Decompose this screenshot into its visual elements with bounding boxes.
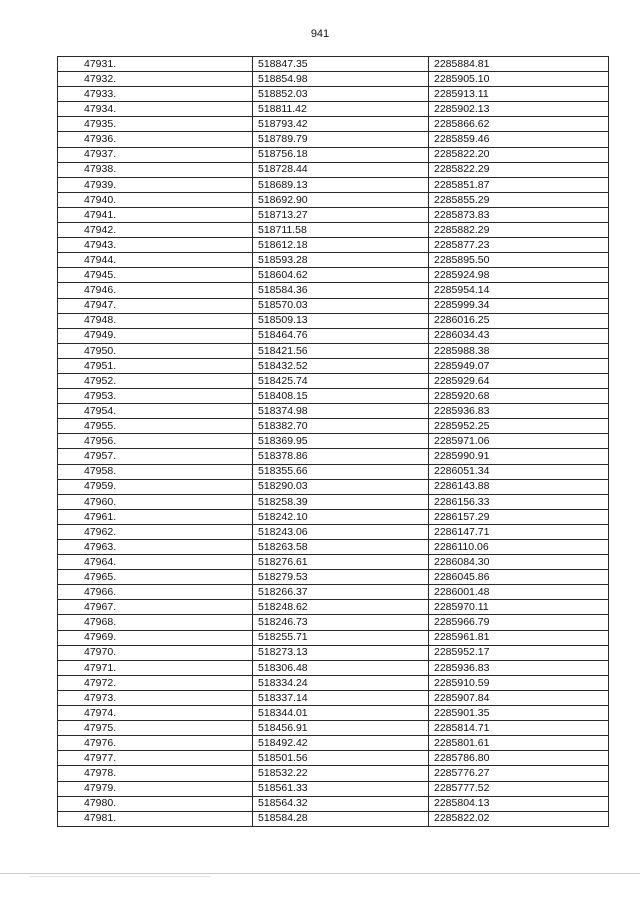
table-row <box>58 585 609 600</box>
y-coordinate-cell: 2285920.68 <box>429 389 609 404</box>
y-coordinate-cell: 2285814.71 <box>429 721 609 736</box>
point-number-cell: 47965. <box>58 570 253 585</box>
x-coordinate-cell: 518793.42 <box>253 117 429 132</box>
point-number-cell: 47979. <box>58 781 253 796</box>
table-row <box>58 630 609 645</box>
x-coordinate-cell: 518584.36 <box>253 283 429 298</box>
x-coordinate-cell: 518378.86 <box>253 449 429 464</box>
table-row <box>58 223 609 238</box>
table-row <box>58 87 609 102</box>
table-row <box>58 298 609 313</box>
point-number-cell: 47949. <box>58 328 253 343</box>
x-coordinate-cell: 518279.53 <box>253 570 429 585</box>
x-coordinate-cell: 518612.18 <box>253 238 429 253</box>
y-coordinate-cell: 2285936.83 <box>429 660 609 675</box>
footer-scan-mark <box>30 876 210 877</box>
point-number-cell: 47947. <box>58 298 253 313</box>
x-coordinate-cell: 518334.24 <box>253 675 429 690</box>
y-coordinate-cell: 2285777.52 <box>429 781 609 796</box>
table-row <box>58 117 609 132</box>
point-number-cell: 47943. <box>58 238 253 253</box>
table-row <box>58 736 609 751</box>
x-coordinate-cell: 518564.32 <box>253 796 429 811</box>
x-coordinate-cell: 518408.15 <box>253 389 429 404</box>
table-row <box>58 781 609 796</box>
point-number-cell: 47957. <box>58 449 253 464</box>
table-row <box>58 389 609 404</box>
y-coordinate-cell: 2285786.80 <box>429 751 609 766</box>
y-coordinate-cell: 2285924.98 <box>429 268 609 283</box>
point-number-cell: 47931. <box>58 57 253 72</box>
x-coordinate-cell: 518456.91 <box>253 721 429 736</box>
point-number-cell: 47966. <box>58 585 253 600</box>
y-coordinate-cell: 2286110.06 <box>429 540 609 555</box>
y-coordinate-cell: 2286084.30 <box>429 555 609 570</box>
x-coordinate-cell: 518258.39 <box>253 494 429 509</box>
table-row <box>58 766 609 781</box>
table-row <box>58 162 609 177</box>
point-number-cell: 47933. <box>58 87 253 102</box>
table-row <box>58 615 609 630</box>
table-row <box>58 343 609 358</box>
table-row <box>58 328 609 343</box>
x-coordinate-cell: 518570.03 <box>253 298 429 313</box>
x-coordinate-cell: 518276.61 <box>253 555 429 570</box>
footer-divider <box>0 873 640 874</box>
y-coordinate-cell: 2285910.59 <box>429 675 609 690</box>
table-row <box>58 751 609 766</box>
y-coordinate-cell: 2285971.06 <box>429 434 609 449</box>
table-row <box>58 494 609 509</box>
y-coordinate-cell: 2285822.02 <box>429 811 609 826</box>
y-coordinate-cell: 2285866.62 <box>429 117 609 132</box>
point-number-cell: 47936. <box>58 132 253 147</box>
x-coordinate-cell: 518847.35 <box>253 57 429 72</box>
y-coordinate-cell: 2285952.17 <box>429 645 609 660</box>
y-coordinate-cell: 2285929.64 <box>429 373 609 388</box>
x-coordinate-cell: 518382.70 <box>253 419 429 434</box>
point-number-cell: 47959. <box>58 479 253 494</box>
x-coordinate-cell: 518355.66 <box>253 464 429 479</box>
x-coordinate-cell: 518248.62 <box>253 600 429 615</box>
table-row <box>58 675 609 690</box>
y-coordinate-cell: 2285882.29 <box>429 223 609 238</box>
table-row <box>58 509 609 524</box>
y-coordinate-cell: 2286045.86 <box>429 570 609 585</box>
point-number-cell: 47938. <box>58 162 253 177</box>
point-number-cell: 47958. <box>58 464 253 479</box>
x-coordinate-cell: 518374.98 <box>253 404 429 419</box>
y-coordinate-cell: 2285936.83 <box>429 404 609 419</box>
table-row <box>58 57 609 72</box>
table-row <box>58 373 609 388</box>
table-row <box>58 358 609 373</box>
point-number-cell: 47969. <box>58 630 253 645</box>
x-coordinate-cell: 518263.58 <box>253 540 429 555</box>
x-coordinate-cell: 518246.73 <box>253 615 429 630</box>
y-coordinate-cell: 2286143.88 <box>429 479 609 494</box>
point-number-cell: 47964. <box>58 555 253 570</box>
point-number-cell: 47972. <box>58 675 253 690</box>
table-row <box>58 72 609 87</box>
x-coordinate-cell: 518756.18 <box>253 147 429 162</box>
y-coordinate-cell: 2285905.10 <box>429 72 609 87</box>
point-number-cell: 47970. <box>58 645 253 660</box>
y-coordinate-cell: 2285822.20 <box>429 147 609 162</box>
point-number-cell: 47939. <box>58 177 253 192</box>
x-coordinate-cell: 518584.28 <box>253 811 429 826</box>
x-coordinate-cell: 518492.42 <box>253 736 429 751</box>
point-number-cell: 47950. <box>58 343 253 358</box>
x-coordinate-cell: 518369.95 <box>253 434 429 449</box>
x-coordinate-cell: 518561.33 <box>253 781 429 796</box>
page-number: 941 <box>310 28 330 40</box>
point-number-cell: 47971. <box>58 660 253 675</box>
point-number-cell: 47967. <box>58 600 253 615</box>
y-coordinate-cell: 2285999.34 <box>429 298 609 313</box>
y-coordinate-cell: 2285804.13 <box>429 796 609 811</box>
y-coordinate-cell: 2286157.29 <box>429 509 609 524</box>
y-coordinate-cell: 2286034.43 <box>429 328 609 343</box>
y-coordinate-cell: 2285822.29 <box>429 162 609 177</box>
point-number-cell: 47934. <box>58 102 253 117</box>
y-coordinate-cell: 2285907.84 <box>429 690 609 705</box>
table-row <box>58 404 609 419</box>
point-number-cell: 47975. <box>58 721 253 736</box>
x-coordinate-cell: 518273.13 <box>253 645 429 660</box>
table-row <box>58 796 609 811</box>
x-coordinate-cell: 518255.71 <box>253 630 429 645</box>
y-coordinate-cell: 2286051.34 <box>429 464 609 479</box>
x-coordinate-cell: 518242.10 <box>253 509 429 524</box>
point-number-cell: 47962. <box>58 524 253 539</box>
point-number-cell: 47951. <box>58 358 253 373</box>
point-number-cell: 47974. <box>58 706 253 721</box>
y-coordinate-cell: 2286016.25 <box>429 313 609 328</box>
x-coordinate-cell: 518713.27 <box>253 207 429 222</box>
coordinates-table-body <box>58 57 609 827</box>
point-number-cell: 47953. <box>58 389 253 404</box>
x-coordinate-cell: 518854.98 <box>253 72 429 87</box>
table-row <box>58 645 609 660</box>
table-row <box>58 238 609 253</box>
y-coordinate-cell: 2285988.38 <box>429 343 609 358</box>
x-coordinate-cell: 518711.58 <box>253 223 429 238</box>
y-coordinate-cell: 2285949.07 <box>429 358 609 373</box>
x-coordinate-cell: 518290.03 <box>253 479 429 494</box>
y-coordinate-cell: 2285902.13 <box>429 102 609 117</box>
table-row <box>58 192 609 207</box>
y-coordinate-cell: 2285952.25 <box>429 419 609 434</box>
point-number-cell: 47941. <box>58 207 253 222</box>
table-row <box>58 660 609 675</box>
table-row <box>58 449 609 464</box>
table-row <box>58 721 609 736</box>
table-row <box>58 102 609 117</box>
x-coordinate-cell: 518501.56 <box>253 751 429 766</box>
table-row <box>58 524 609 539</box>
x-coordinate-cell: 518692.90 <box>253 192 429 207</box>
y-coordinate-cell: 2285895.50 <box>429 253 609 268</box>
table-row <box>58 147 609 162</box>
table-row <box>58 600 609 615</box>
table-row <box>58 132 609 147</box>
point-number-cell: 47963. <box>58 540 253 555</box>
table-row <box>58 434 609 449</box>
table-row <box>58 479 609 494</box>
x-coordinate-cell: 518532.22 <box>253 766 429 781</box>
point-number-cell: 47973. <box>58 690 253 705</box>
point-number-cell: 47956. <box>58 434 253 449</box>
point-number-cell: 47980. <box>58 796 253 811</box>
table-row <box>58 690 609 705</box>
x-coordinate-cell: 518344.01 <box>253 706 429 721</box>
table-row <box>58 207 609 222</box>
point-number-cell: 47937. <box>58 147 253 162</box>
y-coordinate-cell: 2285970.11 <box>429 600 609 615</box>
x-coordinate-cell: 518243.06 <box>253 524 429 539</box>
y-coordinate-cell: 2285859.46 <box>429 132 609 147</box>
table-row <box>58 419 609 434</box>
x-coordinate-cell: 518811.42 <box>253 102 429 117</box>
table-row <box>58 555 609 570</box>
y-coordinate-cell: 2285877.23 <box>429 238 609 253</box>
table-row <box>58 177 609 192</box>
point-number-cell: 47952. <box>58 373 253 388</box>
y-coordinate-cell: 2285954.14 <box>429 283 609 298</box>
y-coordinate-cell: 2285961.81 <box>429 630 609 645</box>
x-coordinate-cell: 518421.56 <box>253 343 429 358</box>
point-number-cell: 47976. <box>58 736 253 751</box>
x-coordinate-cell: 518789.79 <box>253 132 429 147</box>
x-coordinate-cell: 518266.37 <box>253 585 429 600</box>
y-coordinate-cell: 2285855.29 <box>429 192 609 207</box>
point-number-cell: 47981. <box>58 811 253 826</box>
x-coordinate-cell: 518728.44 <box>253 162 429 177</box>
y-coordinate-cell: 2285851.87 <box>429 177 609 192</box>
x-coordinate-cell: 518593.28 <box>253 253 429 268</box>
y-coordinate-cell: 2285801.61 <box>429 736 609 751</box>
y-coordinate-cell: 2285913.11 <box>429 87 609 102</box>
point-number-cell: 47977. <box>58 751 253 766</box>
y-coordinate-cell: 2285966.79 <box>429 615 609 630</box>
table-row <box>58 464 609 479</box>
point-number-cell: 47945. <box>58 268 253 283</box>
y-coordinate-cell: 2286147.71 <box>429 524 609 539</box>
x-coordinate-cell: 518604.62 <box>253 268 429 283</box>
y-coordinate-cell: 2285901.35 <box>429 706 609 721</box>
x-coordinate-cell: 518432.52 <box>253 358 429 373</box>
point-number-cell: 47944. <box>58 253 253 268</box>
table-row <box>58 811 609 826</box>
coordinates-table <box>57 56 609 827</box>
point-number-cell: 47935. <box>58 117 253 132</box>
point-number-cell: 47948. <box>58 313 253 328</box>
point-number-cell: 47961. <box>58 509 253 524</box>
table-row <box>58 283 609 298</box>
x-coordinate-cell: 518509.13 <box>253 313 429 328</box>
y-coordinate-cell: 2286156.33 <box>429 494 609 509</box>
point-number-cell: 47942. <box>58 223 253 238</box>
point-number-cell: 47978. <box>58 766 253 781</box>
x-coordinate-cell: 518464.76 <box>253 328 429 343</box>
x-coordinate-cell: 518425.74 <box>253 373 429 388</box>
point-number-cell: 47946. <box>58 283 253 298</box>
y-coordinate-cell: 2285990.91 <box>429 449 609 464</box>
point-number-cell: 47940. <box>58 192 253 207</box>
x-coordinate-cell: 518852.03 <box>253 87 429 102</box>
point-number-cell: 47954. <box>58 404 253 419</box>
table-row <box>58 540 609 555</box>
table-row <box>58 570 609 585</box>
point-number-cell: 47968. <box>58 615 253 630</box>
point-number-cell: 47932. <box>58 72 253 87</box>
x-coordinate-cell: 518337.14 <box>253 690 429 705</box>
y-coordinate-cell: 2285776.27 <box>429 766 609 781</box>
table-row <box>58 706 609 721</box>
table-row <box>58 313 609 328</box>
point-number-cell: 47960. <box>58 494 253 509</box>
y-coordinate-cell: 2285873.83 <box>429 207 609 222</box>
point-number-cell: 47955. <box>58 419 253 434</box>
y-coordinate-cell: 2286001.48 <box>429 585 609 600</box>
table-row <box>58 253 609 268</box>
table-row <box>58 268 609 283</box>
y-coordinate-cell: 2285884.81 <box>429 57 609 72</box>
x-coordinate-cell: 518689.13 <box>253 177 429 192</box>
x-coordinate-cell: 518306.48 <box>253 660 429 675</box>
